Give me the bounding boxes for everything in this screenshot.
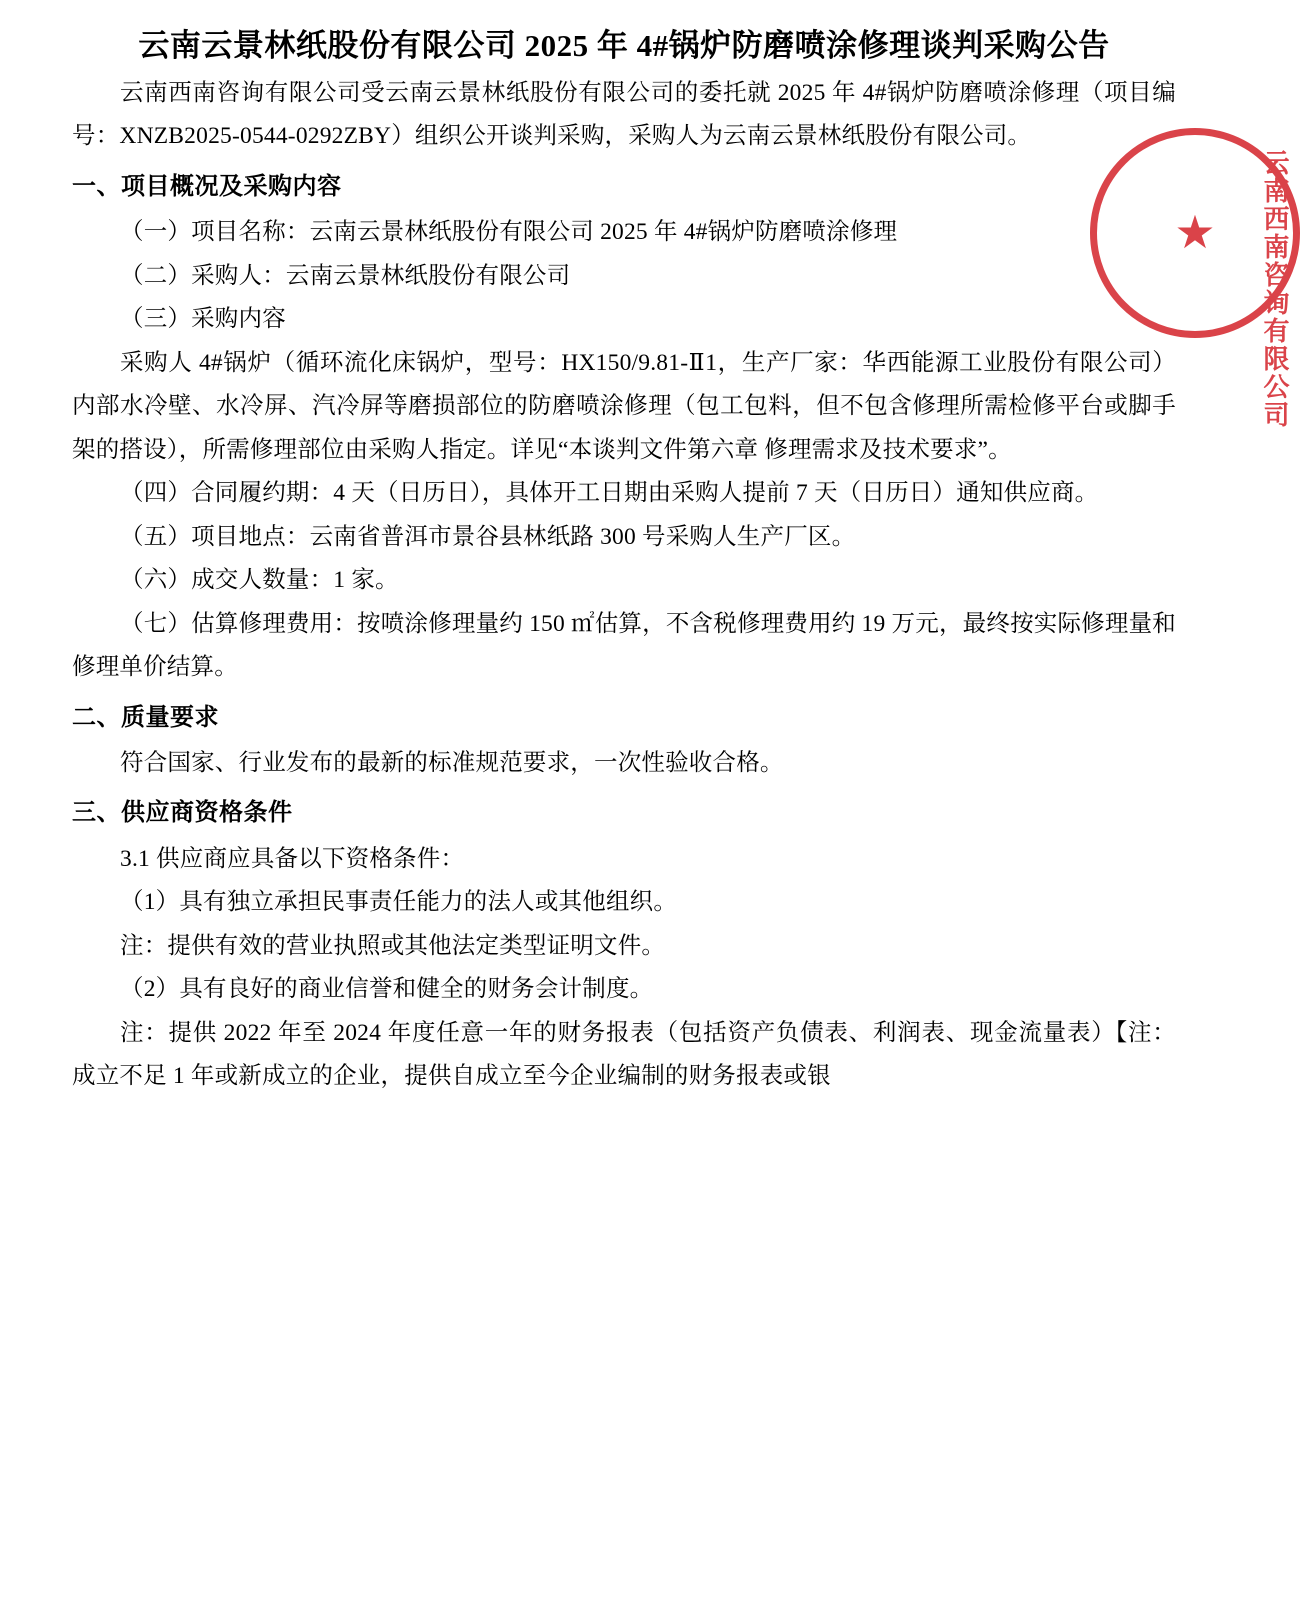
section-1-item-5: （四）合同履约期：4 天（日历日），具体开工日期由采购人提前 7 天（日历日）通知供应商。 bbox=[120, 480, 1099, 507]
section-heading-2: 二、质量要求 bbox=[72, 704, 219, 731]
section-body-3 bbox=[72, 838, 1176, 1099]
section-3-item-5: 注：提供 2022 年至 2024 年度任意一年的财务报表（包括资产负债表、利润表、现金流量表）【注：成立不足 1 年或新成立的企业，提供自成立至今企业编制的财务报表或银 bbox=[72, 1019, 1176, 1090]
section-heading-3: 三、供应商资格条件 bbox=[72, 800, 293, 827]
section-3-item-2: （1）具有独立承担民事责任能力的法人或其他组织。 bbox=[120, 889, 678, 916]
section-3-item-4: （2）具有良好的商业信誉和健全的财务会计制度。 bbox=[120, 976, 654, 1003]
section-3-item-1: 3.1 供应商应具备以下资格条件： bbox=[120, 845, 465, 872]
page-title: 云南云景林纸股份有限公司 2025 年 4#锅炉防磨喷涂修理谈判采购公告 bbox=[138, 28, 1110, 63]
section-1-item-6: （五）项目地点：云南省普洱市景谷县林纸路 300 号采购人生产厂区。 bbox=[120, 523, 856, 550]
seal-text: 云南西南咨询有限公司 bbox=[1260, 149, 1289, 429]
section-body-2 bbox=[72, 742, 1176, 785]
section-heading-1: 一、项目概况及采购内容 bbox=[72, 173, 342, 200]
section-1-item-4: 采购人 4#锅炉（循环流化床锅炉，型号：HX150/9.81-Ⅱ1，生产厂家：华西能源工业股份有限公司）内部水冷壁、水冷屏、汽冷屏等磨损部位的防磨喷涂修理（包工包料，但不包含修理所需检修平台或脚手架的搭设），所需修理部位由采购人指定。详见“本谈判文件第六章 修理需求及技术要求”。 bbox=[72, 349, 1176, 463]
section-2-item-1: 符合国家、行业发布的最新的标准规范要求，一次性验收合格。 bbox=[120, 749, 784, 776]
company-seal bbox=[1090, 128, 1300, 429]
section-1-item-8: （七）估算修理费用：按喷涂修理量约 150 ㎡估算，不含税修理费用约 19 万元，最终按实际修理量和修理单价结算。 bbox=[72, 610, 1176, 681]
section-1-item-2: （二）采购人：云南云景林纸股份有限公司 bbox=[120, 262, 571, 289]
section-1-item-7: （六）成交人数量：1 家。 bbox=[120, 567, 399, 594]
section-1-item-1: （一）项目名称：云南云景林纸股份有限公司 2025 年 4#锅炉防磨喷涂修理 bbox=[120, 219, 898, 246]
seal-star-icon: ★ bbox=[1174, 207, 1216, 258]
intro-paragraph: 云南西南咨询有限公司受云南云景林纸股份有限公司的委托就 2025 年 4#锅炉防磨喷涂修理（项目编号：XNZB2025-0544-0292ZBY）组织公开谈判采购，采购人为云南云景林纸股份有限公司。 bbox=[72, 80, 1176, 150]
section-1-item-3: （三）采购内容 bbox=[120, 306, 286, 333]
section-body-1 bbox=[72, 211, 1176, 689]
section-3-item-3: 注：提供有效的营业执照或其他法定类型证明文件。 bbox=[120, 932, 666, 959]
